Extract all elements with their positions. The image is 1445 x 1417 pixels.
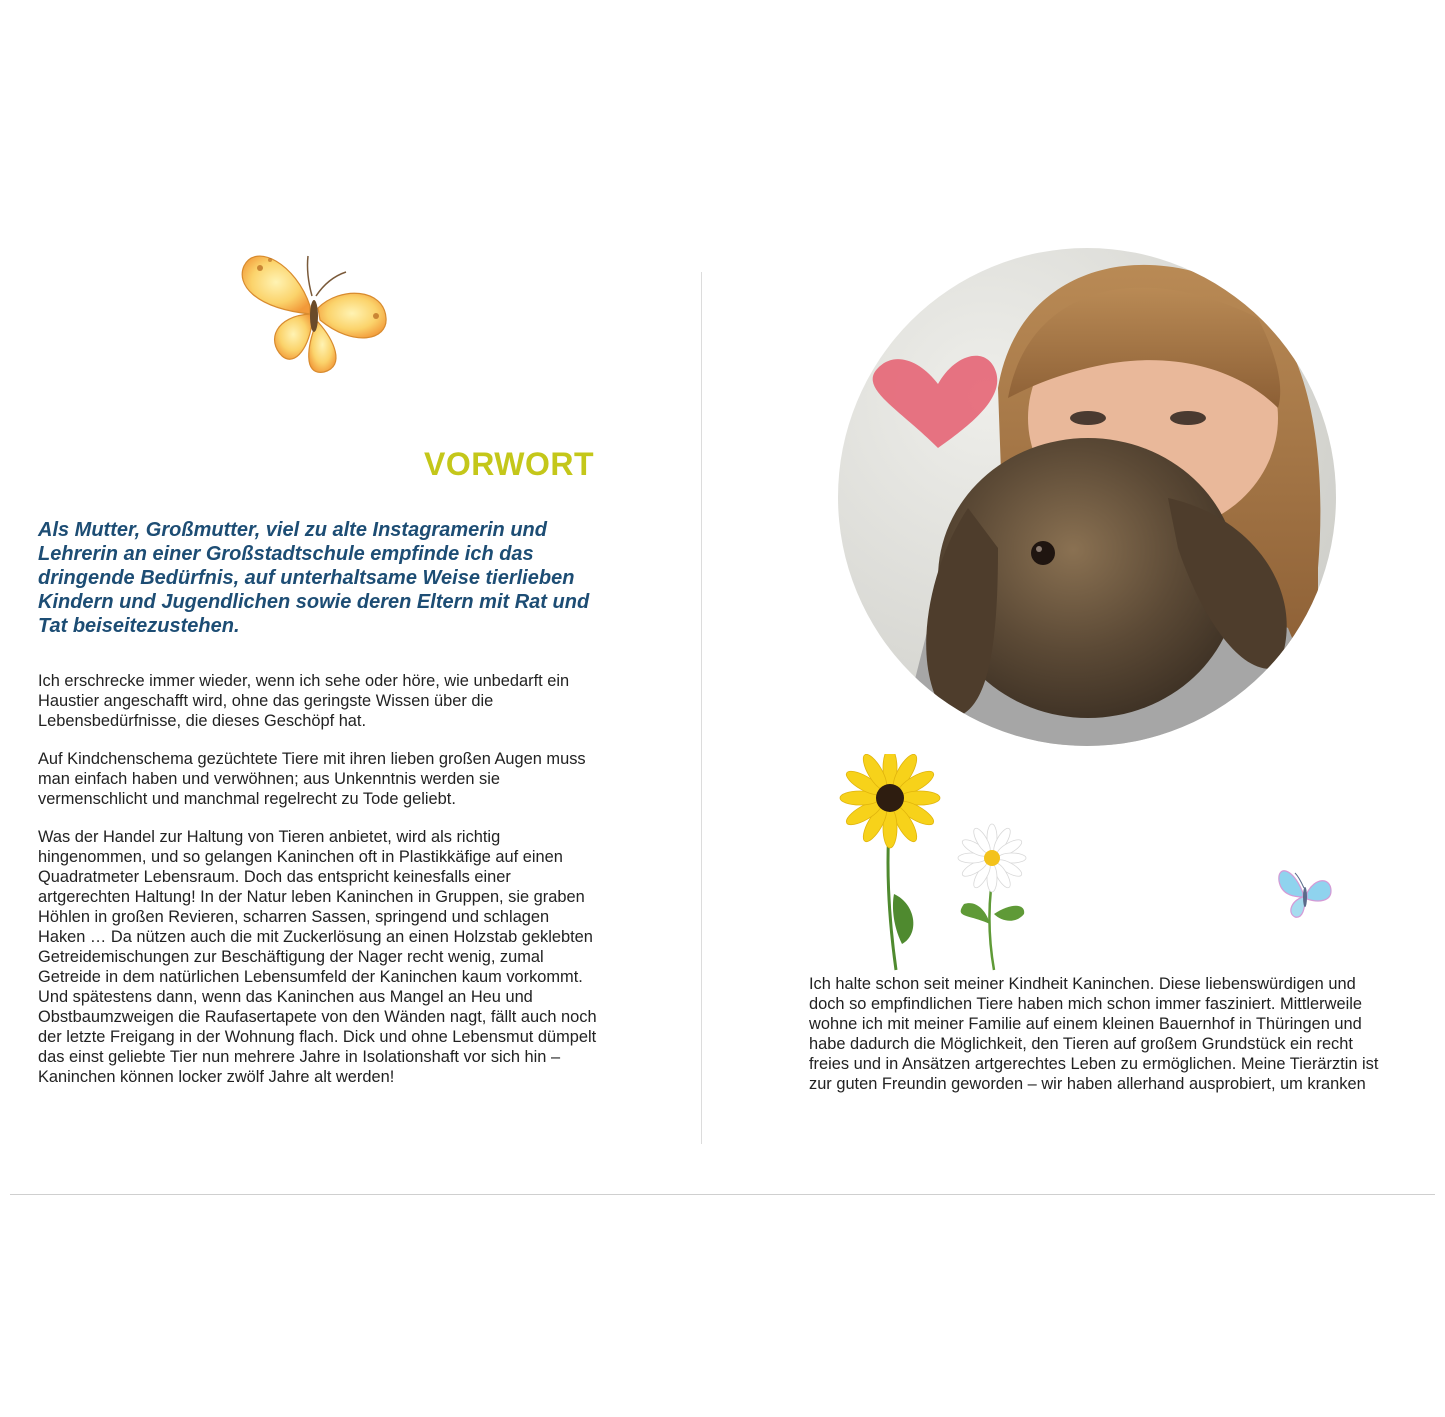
butterfly-blue-icon: [1275, 863, 1335, 921]
body-text-right: [809, 974, 1379, 1094]
portrait-photo: [838, 248, 1336, 746]
paragraph: Ich erschrecke immer wieder, wenn ich sehe oder höre, wie unbedarft ein Haustier angeschafft wird, ohne das geringste Wissen über die Lebensbedürfnisse, die dieses Geschöpf hat.: [38, 672, 570, 730]
paragraph: Was der Handel zur Haltung von Tieren anbietet, wird als richtig hingenommen, und so gelangen Kaninchen oft in Plastikkäfige auf einen Quadratmeter Lebensraum. Doch das entspricht keinesfalls einer artgerechten Haltung! In der Natur leben Kaninchen in Gruppen, sie graben Höhlen in großen Revieren, scharren Sassen, springend und schlagen Haken … Da nützen auch die mit Zuckerlösung an einen Holzstab geklebten Getreidemischungen zur Beschäftigung der Nager recht wenig, zumal Getreide in dem natürlichen Lebensumfeld der Kaninchen kaum vorkommt. Und spätestens dann, wenn das Kaninchen aus Mangel an Heu und Obstbaumzweigen die Raufasertapete von den Wänden nagt, fällt auch noch der letzte Freigang in der Wohnung flach. Dick und ohne Lebensmut dümpelt das einst geliebte Tier nun mehrere Jahre in Isolationshaft vor sich hin – Kaninchen können locker zwölf Jahre alt werden!: [38, 828, 597, 1086]
paragraph: Ich halte schon seit meiner Kindheit Kaninchen. Diese liebenswürdigen und doch so empfindlichen Tiere haben mich schon immer fasziniert. Mittlerweile wohne ich mit meiner Familie auf einem kleinen Bauernhof in Thüringen und habe dadurch die Möglichkeit, den Tieren auf großem Grundstück ein recht freies und in Ansätzen artgerechtes Leben zu ermöglichen. Meine Tierärztin ist zur guten Freundin geworden – wir haben allerhand ausprobiert, um kranken: [809, 975, 1379, 1093]
page-title: VORWORT: [423, 446, 594, 482]
paragraph: Auf Kindchenschema gezüchtete Tiere mit ihren lieben großen Augen muss man einfach haben und verwöhnen; aus Unkenntnis werden sie vermenschlicht und manchmal regelrecht zu Tode geliebt.: [38, 750, 586, 808]
body-text-left: [38, 671, 598, 1105]
lead-paragraph: Als Mutter, Großmutter, viel zu alte Instagramerin und Lehrerin an einer Großstadtschule empfinde ich das dringende Bedürfnis, auf unterhaltsame Weise tierlieben Kindern und Jugendlichen sowie deren Eltern mit Rat und Tat beiseitezustehen.: [38, 519, 590, 637]
flowers-illustration: [836, 754, 1036, 972]
butterfly-orange-icon: [236, 244, 396, 376]
page-bottom-rule: [10, 1194, 1435, 1195]
page-gutter: [701, 272, 702, 1144]
sunflower-icon: [840, 754, 940, 848]
daisy-icon: [958, 824, 1026, 892]
